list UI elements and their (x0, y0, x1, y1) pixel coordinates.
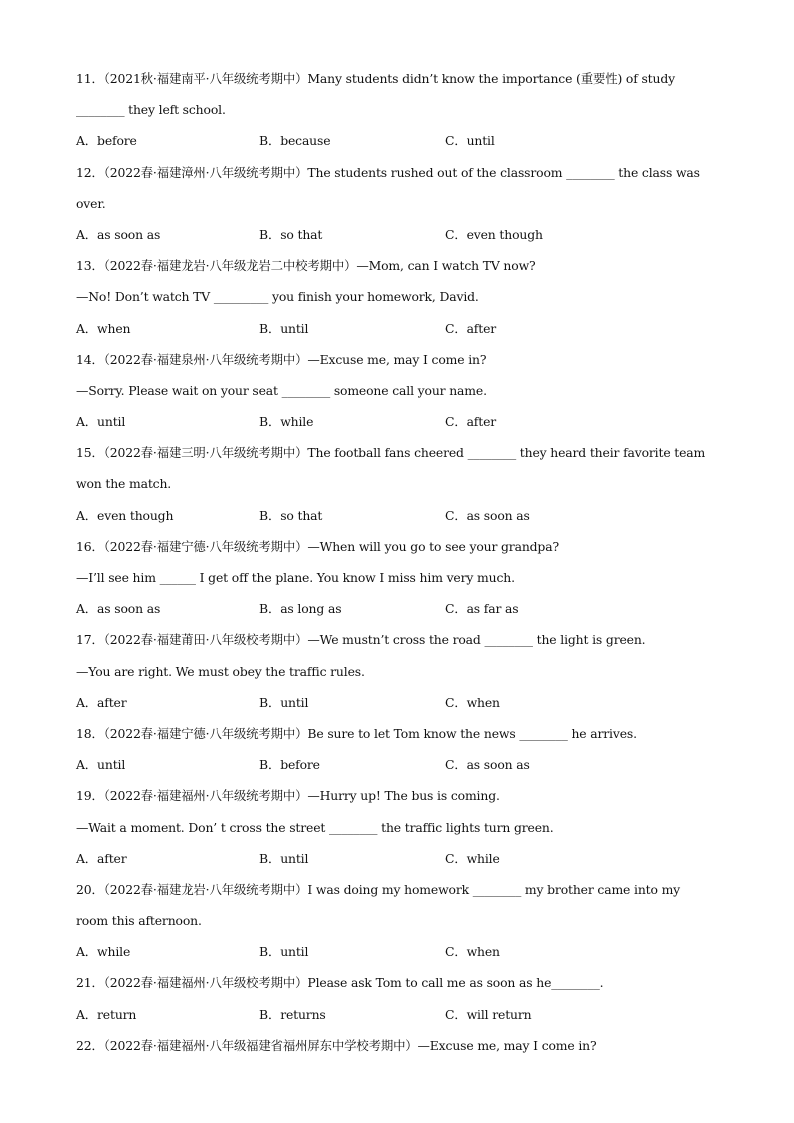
answer-option: C．when (445, 694, 500, 710)
answer-option: B．until (259, 944, 309, 960)
question-stem: 14．（2022春·福建泉州·八年级统考期中）—Excuse me, may I come in? (76, 351, 487, 367)
answer-option: A．until (76, 757, 126, 773)
answer-option: C．while (445, 850, 500, 866)
question-stem: 21．（2022春·福建福州·八年级校考期中）Please ask Tom to call me as soon as he________. (76, 975, 604, 991)
answer-option: A．when (76, 320, 131, 336)
options-row (76, 936, 726, 967)
answer-option: C．as soon as (445, 757, 530, 773)
answer-option: A．before (76, 133, 137, 149)
answer-option: B．while (259, 414, 314, 430)
options-row (76, 500, 726, 531)
options-row (76, 593, 726, 624)
answer-option: B．until (259, 320, 309, 336)
question-stem-continued: —I’ll see him ______ I get off the plane. You know I miss him very much. (76, 570, 515, 585)
question-block (76, 874, 726, 968)
question-block (76, 63, 726, 157)
question-stem-continued: over. (76, 195, 106, 211)
question-stem: 16．（2022春·福建宁德·八年级统考期中）—When will you go to see your grandpa? (76, 538, 559, 554)
options-row (76, 999, 726, 1030)
answer-option: B．before (259, 757, 320, 773)
question-block (76, 157, 726, 251)
answer-option: A．after (76, 850, 127, 866)
answer-option: B．so that (259, 226, 323, 242)
question-stem: 22．（2022春·福建福州·八年级福建省福州屏东中学校考期中）—Excuse me, may I come in? (76, 1037, 597, 1053)
answer-option: A．after (76, 694, 127, 710)
question-stem: 13．（2022春·福建龙岩·八年级龙岩二中校考期中）—Mom, can I watch TV now? (76, 258, 536, 274)
question-stem-continued: —Wait a moment. Don’ t cross the street ________ the traffic lights turn green. (76, 819, 554, 835)
answer-option: B．until (259, 850, 309, 866)
question-stem: 15．（2022春·福建三明·八年级统考期中）The football fans cheered ________ they heard their favorite team (76, 445, 706, 461)
question-stem: 17．（2022春·福建莆田·八年级校考期中）—We mustn’t cross the road ________ the light is green. (76, 632, 646, 648)
options-row (76, 687, 726, 718)
question-stem-continued: ________ they left school. (76, 102, 226, 118)
question-block (76, 718, 726, 780)
answer-option: C．after (445, 414, 497, 430)
question-stem-continued: won the match. (76, 476, 172, 492)
question-stem-continued: room this afternoon. (76, 913, 202, 929)
question-block (76, 531, 726, 625)
question-block (76, 437, 726, 531)
question-stem: 19．（2022春·福建福州·八年级统考期中）—Hurry up! The bus is coming. (76, 788, 500, 804)
question-block (76, 344, 726, 438)
question-stem: 20．（2022春·福建龙岩·八年级统考期中）I was doing my homework ________ my brother came into my (76, 881, 681, 897)
answer-option: A．return (76, 1006, 137, 1022)
answer-option: C．as far as (445, 601, 519, 617)
question-stem: 11．（2021秋·福建南平·八年级统考期中）Many students didn’t know the importance (重要性) of study (76, 71, 675, 86)
answer-option: A．as soon as (76, 226, 161, 242)
question-stem-continued: —You are right. We must obey the traffic rules. (76, 663, 365, 679)
answer-option: C．will return (445, 1006, 532, 1022)
question-block (76, 967, 726, 1029)
worksheet-page (76, 63, 726, 1061)
answer-option: A．even though (76, 507, 174, 523)
question-stem: 12．（2022春·福建漳州·八年级统考期中）The students rushed out of the classroom ________ the class was (76, 164, 700, 180)
options-row (76, 313, 726, 344)
options-row (76, 406, 726, 437)
answer-option: C．as soon as (445, 507, 530, 523)
answer-option: C．until (445, 133, 495, 149)
options-row (76, 125, 726, 156)
answer-option: B．as long as (259, 601, 342, 617)
question-stem: 18．（2022春·福建宁德·八年级统考期中）Be sure to let Tom know the news ________ he arrives. (76, 725, 637, 741)
question-block (76, 624, 726, 718)
answer-option: C．even though (445, 226, 543, 242)
answer-option: B．returns (259, 1006, 326, 1022)
answer-option: C．after (445, 320, 497, 336)
answer-option: A．as soon as (76, 601, 161, 617)
options-row (76, 843, 726, 874)
options-row (76, 749, 726, 780)
options-row (76, 219, 726, 250)
question-stem-continued: —Sorry. Please wait on your seat ________ someone call your name. (76, 382, 487, 398)
answer-option: A．until (76, 414, 126, 430)
question-block (76, 250, 726, 344)
answer-option: B．until (259, 694, 309, 710)
answer-option: C．when (445, 944, 500, 960)
question-block (76, 1030, 726, 1061)
answer-option: A．while (76, 944, 131, 960)
answer-option: B．because (259, 133, 331, 149)
question-block (76, 780, 726, 874)
answer-option: B．so that (259, 507, 323, 523)
question-stem-continued: —No! Don’t watch TV _________ you finish your homework, David. (76, 289, 479, 305)
